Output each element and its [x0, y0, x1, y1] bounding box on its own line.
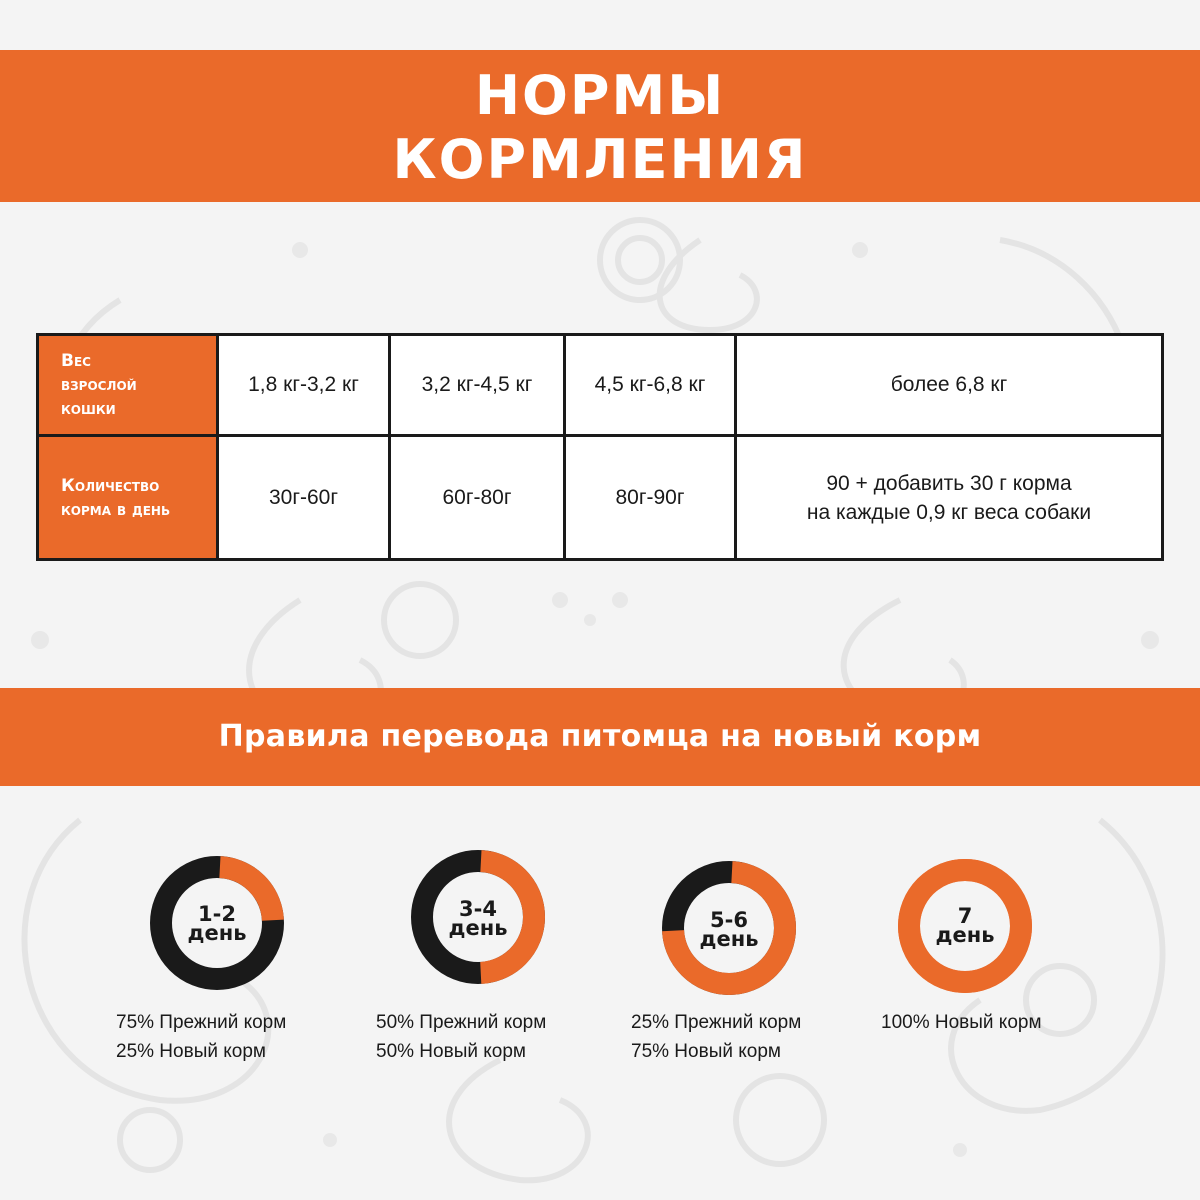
transition-banner: [0, 688, 1200, 786]
amount-header-line-2: корма в день: [61, 499, 171, 520]
weight-cell: 4,5 кг-6,8 кг: [565, 335, 736, 436]
weight-header-line-1: Вес: [61, 351, 91, 371]
weight-header-line-2: взрослой: [61, 375, 137, 395]
day-word: день: [448, 916, 508, 940]
amount-last-line-1: 90 + добавить 30 г корма: [826, 471, 1072, 495]
day-number: 7: [957, 904, 973, 928]
step-caption: [376, 1008, 546, 1066]
day-number: 1-2: [198, 902, 236, 926]
transition-step-4: [881, 845, 1111, 1033]
title-banner: [0, 50, 1200, 202]
step-caption: [881, 1008, 1042, 1037]
amount-cell: 60г-80г: [390, 436, 565, 560]
donut-day-label: [147, 902, 287, 945]
amount-header-cell: [38, 436, 218, 560]
day-word: день: [699, 927, 759, 951]
amount-cell: 80г-90г: [565, 436, 736, 560]
step-caption: [631, 1008, 801, 1066]
amount-cell-last: [736, 436, 1163, 560]
step-caption: [116, 1008, 286, 1066]
new-food-caption: 50% Новый корм: [376, 1041, 526, 1062]
amount-row: [38, 436, 1163, 560]
new-food-caption: 100% Новый корм: [881, 1012, 1042, 1033]
transition-step-3: [631, 845, 861, 1062]
new-food-caption: 75% Новый корм: [631, 1041, 781, 1062]
day-word: день: [935, 923, 995, 947]
weight-header-line-3: кошки: [61, 399, 116, 419]
weight-header-cell: [38, 335, 218, 436]
transition-title: Правила перевода питомца на новый корм: [218, 719, 982, 754]
weight-cell: 3,2 кг-4,5 кг: [390, 335, 565, 436]
weight-cell: более 6,8 кг: [736, 335, 1163, 436]
weight-row: [38, 335, 1163, 436]
old-food-caption: 50% Прежний корм: [376, 1012, 547, 1033]
old-food-caption: 75% Прежний корм: [116, 1012, 287, 1033]
amount-last-line-2: на каждые 0,9 кг веса собаки: [806, 500, 1092, 524]
feeding-norms-table: [36, 333, 1164, 561]
transition-step-1: [116, 845, 346, 1062]
day-word: день: [187, 921, 247, 945]
old-food-caption: 25% Прежний корм: [631, 1012, 802, 1033]
title-line-1: НОРМЫ: [474, 64, 726, 127]
new-food-caption: 25% Новый корм: [116, 1041, 266, 1062]
transition-step-2: [376, 845, 606, 1062]
donut-day-label: [408, 897, 548, 940]
day-number: 5-6: [710, 908, 748, 932]
donut-day-label: [659, 908, 799, 951]
day-number: 3-4: [459, 897, 497, 921]
donut-day-label: [895, 904, 1035, 947]
weight-cell: 1,8 кг-3,2 кг: [218, 335, 390, 436]
amount-cell: 30г-60г: [218, 436, 390, 560]
title-line-2: КОРМЛЕНИЯ: [392, 128, 808, 191]
amount-header-line-1: Количество: [61, 475, 160, 496]
